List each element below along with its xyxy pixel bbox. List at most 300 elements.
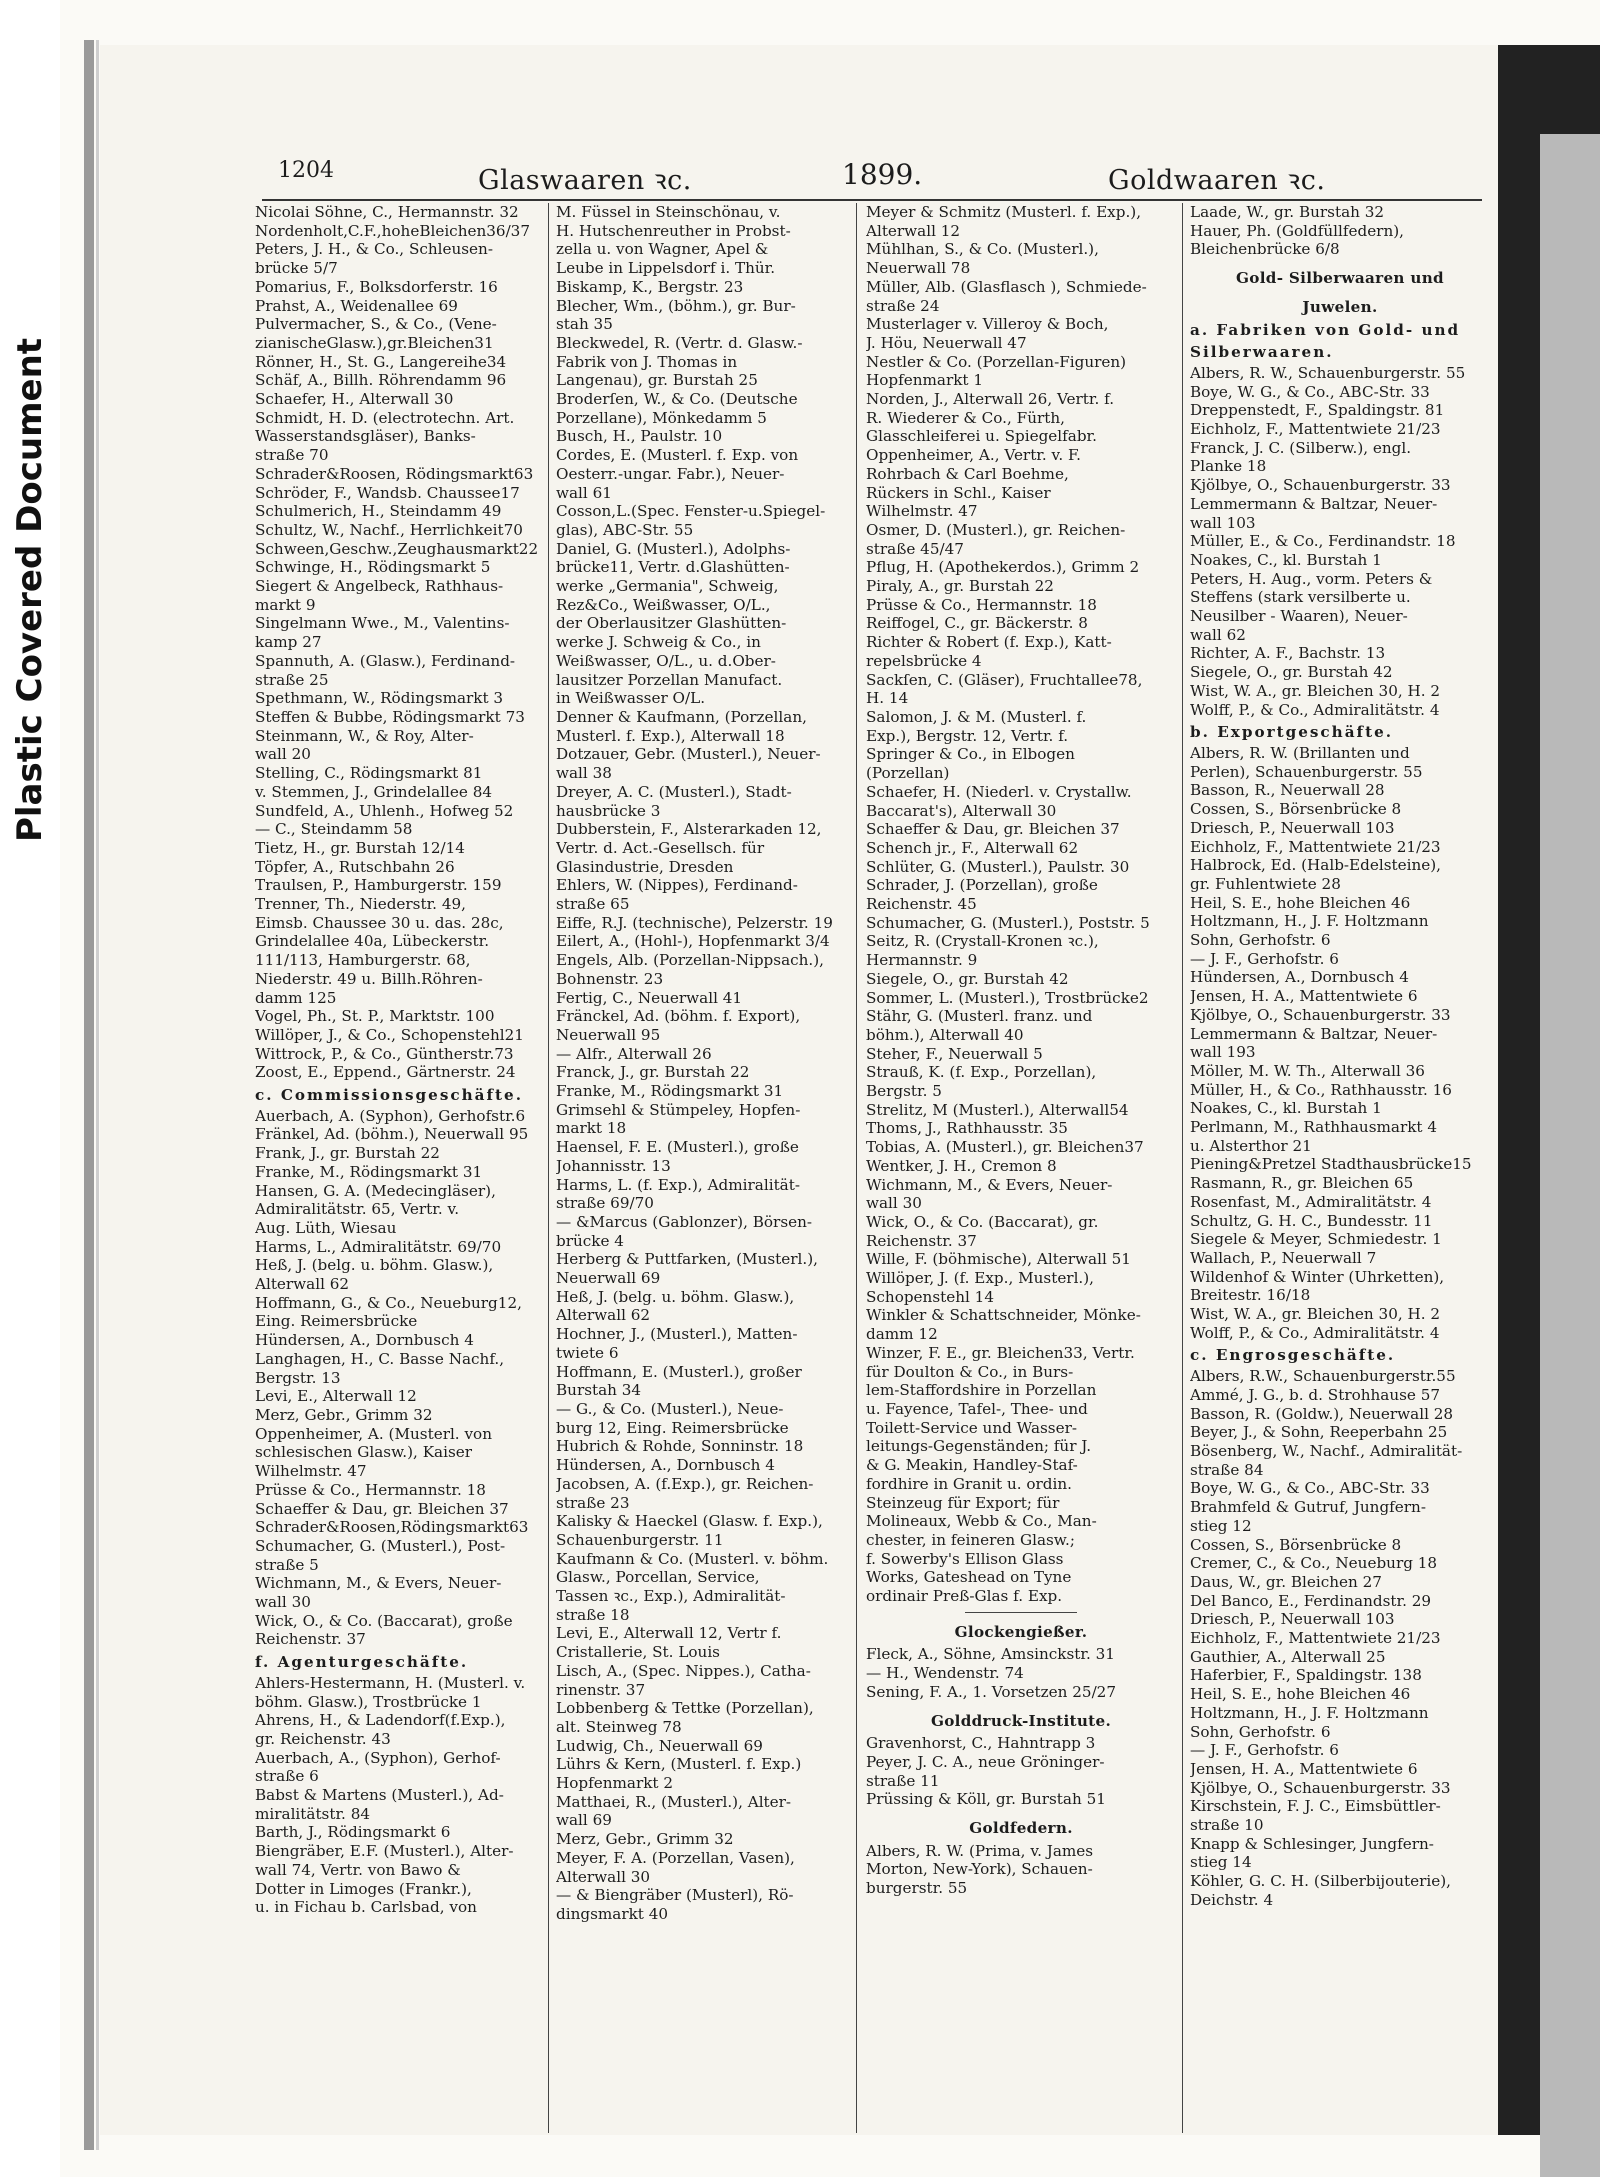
entry-continuation: H. Hutschenreuther in Probst-	[556, 221, 791, 240]
directory-entry: Heil, S. E., hohe Bleichen 46	[1190, 1685, 1411, 1704]
header-right-title: Goldwaaren ⁠ꝛc.	[1108, 165, 1326, 196]
entry-continuation: damm 125	[255, 988, 337, 1007]
directory-entry: Töpfer, A., Rutschbahn 26	[255, 857, 455, 876]
directory-entry: Sundfeld, A., Uhlenh., Hofweg 52	[255, 801, 514, 820]
entry-continuation: Rückers in Schl., Kaiser	[866, 483, 1051, 502]
directory-entry: Müller, E., & Co., Ferdinandstr. 18	[1190, 532, 1456, 551]
directory-entry: Nicolai Söhne, C., Hermannstr. 32	[255, 203, 519, 221]
directory-entry: Steffen & Bubbe, Rödingsmarkt 73	[255, 707, 525, 726]
entry-continuation: Steinzeug für Export; für	[866, 1493, 1060, 1512]
directory-entry: Harms, L., Admiralitätstr. 69/70	[255, 1237, 502, 1256]
directory-entry: Stähr, G. (Musterl. franz. und	[866, 1007, 1093, 1026]
directory-entry: — &Marcus (Gablonzer), Börsen-	[556, 1212, 813, 1231]
entry-continuation: twiete 6	[556, 1343, 619, 1362]
directory-entry: Dreppenstedt, F., Spaldingstr. 81	[1190, 401, 1445, 420]
entry-continuation: Musterl. f. Exp.), Alterwall 18	[556, 726, 785, 745]
directory-entry: Matthaei, R., (Musterl.), Alter-	[556, 1792, 792, 1811]
directory-entry: Fränkel, Ad. (böhm.), Neuerwall 95	[255, 1125, 529, 1144]
entry-continuation: Admiralitätstr. 65, Vertr. v.	[255, 1200, 460, 1219]
section-heading: Juwelen.	[1302, 297, 1378, 316]
directory-entry: Albers, R. W. (Brillanten und	[1190, 743, 1410, 762]
directory-entry: Eichholz, F., Mattentwiete 21/23	[1190, 837, 1441, 856]
directory-entry: Eilert, A., (Hohl-), Hopfenmarkt 3/4	[556, 932, 830, 951]
directory-entry: Noakes, C., kl. Burstah 1	[1190, 1099, 1382, 1118]
directory-entry: Schween,Geschw.,Zeughausmarkt22	[255, 539, 539, 558]
directory-entry: Jensen, H. A., Mattentwiete 6	[1190, 987, 1418, 1006]
entry-continuation: markt 9	[255, 595, 316, 614]
directory-entry: Wist, W. A., gr. Bleichen 30, H. 2	[1190, 681, 1441, 700]
directory-entry: Spethmann, W., Rödingsmarkt 3	[255, 689, 504, 708]
entry-continuation: brücke11, Vertr. d.Glashütten-	[556, 558, 790, 577]
directory-entry: Schultz, W., Nachf., Herrlichkeit70	[255, 520, 523, 539]
entry-continuation: straße 70	[255, 446, 329, 465]
directory-entry: — H., Wendenstr. 74	[866, 1664, 1024, 1683]
directory-entry: Boye, W. G., & Co., ABC-Str. 33	[1190, 382, 1430, 401]
entry-continuation: 111/113, Hamburgerstr. 68,	[255, 951, 471, 970]
entry-continuation: Rez&Co., Weißwasser, O/L.,	[556, 595, 771, 614]
directory-entry: Möller, M. W. Th., Alterwall 36	[1190, 1061, 1425, 1080]
directory-entry: Piraly, A., gr. Burstah 22	[866, 577, 1054, 596]
directory-entry: Siegele & Meyer, Schmiedestr. 1	[1190, 1230, 1442, 1249]
subsection-heading: b. Exportgeschäfte.	[1190, 723, 1394, 742]
directory-entry: Herberg & Puttfarken, (Musterl.),	[556, 1250, 818, 1269]
entry-continuation: Schauenburgerstr. 11	[556, 1530, 724, 1549]
directory-entry: Hündersen, A., Dornbusch 4	[255, 1331, 474, 1350]
directory-entry: Piening&Pretzel Stadthausbrücke15	[1190, 1155, 1472, 1174]
section-heading: Gold- Silberwaaren und	[1236, 269, 1444, 288]
directory-entry: Schrader&Roosen, Rödingsmarkt63	[255, 464, 534, 483]
directory-entry: Ehlers, W. (Nippes), Ferdinand-	[556, 876, 798, 895]
entry-continuation: Eimsb. Chaussee 30 u. das. 28c,	[255, 913, 504, 932]
directory-entry: Driesch, P., Neuerwall 103	[1190, 818, 1395, 837]
directory-entry: Fleck, A., Söhne, Amsinckstr. 31	[866, 1645, 1115, 1664]
scanner-background-gray	[1540, 134, 1600, 2177]
directory-entry: Vogel, Ph., St. P., Marktstr. 100	[255, 1007, 495, 1026]
directory-entry: Tobias, A. (Musterl.), gr. Bleichen37	[866, 1138, 1144, 1157]
entry-continuation: & G. Meakin, Handley-Staf-	[866, 1456, 1078, 1475]
entry-continuation: Neuerwall 95	[556, 1025, 661, 1044]
directory-entry: Jensen, H. A., Mattentwiete 6	[1190, 1759, 1418, 1778]
entry-continuation: Morton, New-York), Schauen-	[866, 1860, 1093, 1879]
side-label	[0, 0, 60, 2177]
entry-continuation: J. Höu, Neuerwall 47	[866, 333, 1027, 352]
directory-entry: Pulvermacher, S., & Co., (Vene-	[255, 315, 497, 334]
directory-entry: Cossen, S., Börsenbrücke 8	[1190, 1535, 1402, 1554]
column-divider	[1182, 203, 1183, 2133]
directory-entry: Traulsen, P., Hamburgerstr. 159	[255, 876, 502, 895]
directory-entry: Wildenhof & Winter (Uhrketten),	[1190, 1267, 1445, 1286]
directory-entry: Levi, E., Alterwall 12	[255, 1387, 417, 1406]
directory-entry: Schrader&Roosen,Rödingsmarkt63	[255, 1518, 529, 1537]
entry-continuation: Dotter in Limoges (Frankr.),	[255, 1879, 472, 1898]
entry-continuation: Sohn, Gerhofstr. 6	[1190, 1722, 1331, 1741]
directory-entry: Sening, F. A., 1. Vorsetzen 25/27	[866, 1682, 1117, 1701]
directory-entry: Heß, J. (belg. u. böhm. Glasw.),	[255, 1256, 494, 1275]
subsection-heading: a. Fabriken von Gold- und	[1190, 320, 1461, 339]
directory-entry: Richter & Robert (f. Exp.), Katt-	[866, 633, 1112, 652]
directory-entry: Stelling, C., Rödingsmarkt 81	[255, 764, 483, 783]
entry-continuation: wall 20	[255, 745, 311, 764]
entry-continuation: fordhire in Granit u. ordin.	[866, 1474, 1072, 1493]
directory-entry: — C., Steindamm 58	[255, 820, 413, 839]
directory-entry: Schaefer, H. (Niederl. v. Crystallw.	[866, 782, 1132, 801]
directory-entry: Franke, M., Rödingsmarkt 31	[255, 1162, 483, 1181]
entry-continuation: hausbrücke 3	[556, 801, 661, 820]
directory-entry: — G., & Co. (Musterl.), Neue-	[556, 1400, 784, 1418]
entry-continuation: Reichenstr. 45	[866, 895, 977, 914]
entry-continuation: straße 5	[255, 1555, 319, 1574]
entry-continuation: straße 69/70	[556, 1194, 654, 1213]
directory-entry: Singelmann Wwe., M., Valentins-	[255, 614, 510, 633]
directory-entry: Schaeffer & Dau, gr. Bleichen 37	[255, 1499, 509, 1518]
entry-continuation: ordinair Preß-Glas f. Exp.	[866, 1587, 1063, 1606]
directory-entry: Peters, J. H., & Co., Schleusen-	[255, 240, 493, 259]
entry-continuation: wall 74, Vertr. von Bawo &	[255, 1860, 461, 1879]
directory-entry: Dubberstein, F., Alsterarkaden 12,	[556, 820, 822, 839]
entry-continuation: wall 61	[556, 483, 612, 502]
directory-entry: Busch, H., Paulstr. 10	[556, 427, 723, 446]
directory-entry: Broderſen, W., & Co. (Deutsche	[556, 390, 798, 409]
directory-entry: Hansen, G. A. (Medecingläser),	[255, 1181, 496, 1200]
entry-continuation: schlesischen Glasw.), Kaiser	[255, 1443, 472, 1462]
subsection-heading: Silberwaaren.	[1190, 343, 1334, 362]
directory-entry: Albers, R.W., Schauenburgerstr.55	[1190, 1367, 1456, 1386]
directory-entry: Peyer, J. C. A., neue Gröninger-	[866, 1752, 1105, 1771]
directory-entry: Thoms, J., Rathhausstr. 35	[866, 1119, 1068, 1138]
directory-entry: Schultz, G. H. C., Bundesstr. 11	[1190, 1211, 1433, 1230]
entry-continuation: lem-Staffordshire in Porzellan	[866, 1381, 1097, 1400]
directory-entry: Wallach, P., Neuerwall 7	[1190, 1248, 1377, 1267]
directory-entry: Bleckwedel, R. (Vertr. d. Glasw.-	[556, 333, 803, 352]
directory-entry: Gauthier, A., Alterwall 25	[1190, 1647, 1386, 1666]
entry-continuation: Langenau), gr. Burstah 25	[556, 371, 758, 390]
entry-continuation: straße 45/47	[866, 539, 964, 558]
directory-entry: Strauß, K. (f. Exp., Porzellan),	[866, 1063, 1097, 1082]
entry-continuation: Glasindustrie, Dresden	[556, 857, 734, 876]
directory-entry: Schench jr., F., Alterwall 62	[866, 838, 1079, 857]
directory-entry: Eichholz, F., Mattentwiete 21/23	[1190, 1629, 1441, 1648]
entry-continuation: stah 35	[556, 315, 613, 334]
entry-continuation: Neusilber - Waaren), Neuer-	[1190, 607, 1408, 626]
directory-entry: Kjölbye, O., Schauenburgerstr. 33	[1190, 1778, 1451, 1797]
directory-entry: Franck, J. C. (Silberw.), engl.	[1190, 438, 1412, 457]
entry-continuation: Alterwall 62	[556, 1306, 651, 1325]
directory-entry: Steher, F., Neuerwall 5	[866, 1044, 1043, 1063]
directory-entry: Willöper, J. (f. Exp., Musterl.),	[866, 1269, 1095, 1288]
entry-continuation: wall 193	[1190, 1043, 1256, 1062]
entry-continuation: Sohn, Gerhofstr. 6	[1190, 931, 1331, 950]
entry-continuation: gr. Reichenstr. 43	[255, 1729, 391, 1748]
directory-entry: Langhagen, H., C. Basse Nachf.,	[255, 1349, 505, 1368]
directory-entry: Heil, S. E., hohe Bleichen 46	[1190, 893, 1411, 912]
directory-entry: Hauer, Ph. (Goldfüllfedern),	[1190, 221, 1404, 240]
directory-entry: Halbrock, Ed. (Halb-Edelsteine),	[1190, 856, 1441, 875]
directory-entry: Müller, Alb. (Glasflasch ), Schmiede-	[866, 277, 1147, 296]
directory-entry: Beyer, J., & Sohn, Reeperbahn 25	[1190, 1423, 1448, 1442]
entry-continuation: markt 18	[556, 1119, 627, 1138]
directory-entry: Boye, W. G., & Co., ABC-Str. 33	[1190, 1479, 1430, 1498]
directory-entry: Ahlers-Hestermann, H. (Musterl. v.	[255, 1673, 526, 1692]
directory-entry: Barth, J., Rödingsmarkt 6	[255, 1823, 451, 1842]
directory-entry: Oppenheimer, A. (Musterl. von	[255, 1424, 492, 1443]
directory-entry: Knapp & Schlesinger, Jungfern-	[1190, 1834, 1434, 1853]
directory-entry: Winzer, F. E., gr. Bleichen33, Vertr.	[866, 1343, 1135, 1362]
entry-continuation: Hopfenmarkt 2	[556, 1774, 674, 1793]
directory-column-2	[556, 203, 846, 1924]
directory-entry: Heß, J. (belg. u. böhm. Glasw.),	[556, 1287, 795, 1306]
entry-continuation: in Weißwasser O/L.	[556, 689, 706, 708]
entry-continuation: Glasschleiferei u. Spiegelfabr.	[866, 427, 1097, 446]
directory-entry: Cordes, E. (Musterl. f. Exp. von	[556, 446, 799, 465]
entry-continuation: M. Füssel in Steinschönau, v.	[556, 203, 781, 221]
directory-entry: Sommer, L. (Musterl.), Trostbrücke2	[866, 988, 1149, 1007]
entry-continuation: Toilett-Service und Wasser-	[866, 1418, 1077, 1437]
directory-entry: Ludwig, Ch., Neuerwall 69	[556, 1736, 763, 1755]
directory-entry: Kjölbye, O., Schauenburgerstr. 33	[1190, 476, 1451, 495]
directory-entry: Auerbach, A., (Syphon), Gerhof-	[255, 1748, 501, 1767]
entry-continuation: Wasserstandsgläser), Banks-	[255, 427, 476, 446]
page-edge-shadow	[84, 40, 94, 2150]
directory-entry: Reiffogel, C., gr. Bäckerstr. 8	[866, 614, 1088, 633]
directory-entry: Schaeffer & Dau, gr. Bleichen 37	[866, 820, 1120, 839]
section-heading: Glockengießer.	[954, 1622, 1088, 1641]
directory-entry: Lemmermann & Baltzar, Neuer-	[1190, 1024, 1438, 1043]
directory-entry: Siegele, O., gr. Burstah 42	[1190, 663, 1393, 682]
entry-continuation: für Doulton & Co., in Burs-	[866, 1362, 1074, 1381]
entry-continuation: brücke 5/7	[255, 259, 338, 278]
entry-continuation: Breitestr. 16/18	[1190, 1286, 1311, 1305]
entry-continuation: chester, in feineren Glasw.;	[866, 1530, 1075, 1549]
header-rule	[262, 199, 1482, 201]
entry-continuation: Steffens (stark versilberte u.	[1190, 588, 1411, 607]
directory-entry: Prahst, A., Weidenallee 69	[255, 296, 458, 315]
entry-continuation: glas), ABC-Str. 55	[556, 520, 694, 539]
entry-continuation: Cristallerie, St. Louis	[556, 1643, 720, 1662]
directory-entry: Wick, O., & Co. (Baccarat), große	[255, 1611, 513, 1630]
entry-continuation: Alterwall 62	[255, 1275, 350, 1294]
directory-entry: Prüssing & Köll, gr. Burstah 51	[866, 1790, 1106, 1809]
directory-entry: Babst & Martens (Musterl.), Ad-	[255, 1786, 504, 1805]
directory-entry: Peters, H. Aug., vorm. Peters &	[1190, 569, 1433, 588]
entry-continuation: miralitätstr. 84	[255, 1804, 371, 1823]
directory-entry: Mühlhan, S., & Co. (Musterl.),	[866, 240, 1099, 259]
directory-entry: Ammé, J. G., b. d. Strohhause 57	[1190, 1385, 1441, 1404]
directory-entry: Fertig, C., Neuerwall 41	[556, 988, 743, 1007]
directory-entry: Musterlager v. Villeroy & Boch,	[866, 315, 1109, 334]
directory-entry: Perlmann, M., Rathhausmarkt 4	[1190, 1118, 1437, 1137]
directory-entry: Daniel, G. (Musterl.), Adolphs-	[556, 539, 791, 558]
entry-continuation: wall 69	[556, 1811, 612, 1830]
directory-entry: Schwinge, H., Rödingsmarkt 5	[255, 558, 491, 577]
directory-entry: Hochner, J., (Musterl.), Matten-	[556, 1325, 798, 1344]
entry-continuation: böhm.), Alterwall 40	[866, 1025, 1024, 1044]
directory-entry: Brahmfeld & Gutruf, Jungfern-	[1190, 1498, 1426, 1517]
entry-continuation: Neuerwall 78	[866, 259, 971, 278]
directory-entry: Franke, M., Rödingsmarkt 31	[556, 1082, 784, 1101]
entry-continuation: kamp 27	[255, 633, 322, 652]
entry-continuation: wall 30	[866, 1194, 922, 1213]
entry-continuation: Grindelallee 40a, Lübeckerstr.	[255, 932, 490, 951]
entry-continuation: werke „Germania", Schweig,	[556, 577, 779, 596]
directory-entry: Siegert & Angelbeck, Rathhaus-	[255, 577, 504, 596]
side-label-text: Plastic Covered Document	[10, 337, 50, 843]
directory-entry: Hoffmann, G., & Co., Neueburg12,	[255, 1293, 522, 1312]
directory-entry: Franck, J., gr. Burstah 22	[556, 1063, 750, 1082]
directory-entry: Daus, W., gr. Bleichen 27	[1190, 1572, 1382, 1591]
entry-continuation: straße 18	[556, 1605, 630, 1624]
directory-entry: Wichmann, M., & Evers, Neuer-	[255, 1574, 502, 1593]
directory-entry: Hubrich & Rohde, Sonninstr. 18	[556, 1437, 804, 1456]
directory-entry: Biengräber, E.F. (Musterl.), Alter-	[255, 1842, 514, 1861]
entry-continuation: Bleichenbrücke 6/8	[1190, 240, 1340, 259]
directory-entry: Hoffmann, E. (Musterl.), großer	[556, 1362, 802, 1381]
entry-continuation: straße 23	[556, 1493, 630, 1512]
directory-entry: Harms, L. (f. Exp.), Admiralität-	[556, 1175, 800, 1194]
directory-entry: Ahrens, H., & Ladendorf(f.Exp.),	[255, 1711, 506, 1730]
entry-continuation: Rohrbach & Carl Boehme,	[866, 464, 1069, 483]
directory-entry: Prüsse & Co., Hermannstr. 18	[255, 1480, 486, 1499]
entry-continuation: wall 30	[255, 1593, 311, 1612]
entry-continuation: Burstah 34	[556, 1381, 642, 1400]
directory-entry: Noakes, C., kl. Burstah 1	[1190, 550, 1382, 569]
directory-entry: Spannuth, A. (Glasw.), Ferdinand-	[255, 651, 516, 670]
directory-entry: Wille, F. (böhmische), Alterwall 51	[866, 1250, 1131, 1269]
directory-entry: Laade, W., gr. Burstah 32	[1190, 203, 1385, 221]
directory-entry: Strelitz, M (Musterl.), Alterwall54	[866, 1100, 1129, 1119]
directory-entry: Dotzauer, Gebr. (Musterl.), Neuer-	[556, 745, 821, 764]
entry-continuation: straße 6	[255, 1767, 319, 1786]
entry-continuation: Neuerwall 69	[556, 1269, 661, 1288]
directory-entry: Schäf, A., Billh. Röhrendamm 96	[255, 371, 507, 390]
directory-entry: Rasmann, R., gr. Bleichen 65	[1190, 1174, 1414, 1193]
directory-column-4	[1190, 203, 1490, 1910]
entry-continuation: R. Wiederer & Co., Fürth,	[866, 408, 1065, 427]
entry-continuation: Vertr. d. Act.-Gesellsch. für	[556, 838, 765, 857]
entry-continuation: dingsmarkt 40	[556, 1904, 669, 1923]
entry-continuation: Alterwall 30	[556, 1867, 651, 1886]
entry-continuation: burgerstr. 55	[866, 1879, 968, 1898]
directory-entry: Pomarius, F., Bolksdorferstr. 16	[255, 277, 498, 296]
entry-continuation: Porzellane), Mönkedamm 5	[556, 408, 767, 427]
directory-entry: Eiffe, R.J. (technische), Pelzerstr. 19	[556, 913, 833, 932]
entry-continuation: Bohnenstr. 23	[556, 969, 664, 988]
directory-entry: Del Banco, E., Ferdinandstr. 29	[1190, 1591, 1432, 1610]
directory-entry: Zoost, E., Eppend., Gärtnerstr. 24	[255, 1063, 516, 1082]
directory-entry: Blecher, Wm., (böhm.), gr. Bur-	[556, 296, 796, 315]
directory-entry: Schumacher, G. (Musterl.), Post-	[255, 1536, 506, 1555]
directory-entry: Schmidt, H. D. (electrotechn. Art.	[255, 408, 515, 427]
entry-continuation: u. Fayence, Tafel-, Thee- und	[866, 1400, 1088, 1418]
page-number: 1204	[278, 158, 334, 183]
entry-continuation: Springer & Co., in Elbogen	[866, 745, 1075, 764]
entry-continuation: wall 38	[556, 764, 612, 783]
directory-entry: Oppenheimer, A., Vertr. v. F.	[866, 446, 1081, 465]
entry-continuation: wall 62	[1190, 625, 1246, 644]
directory-entry: Lemmermann & Baltzar, Neuer-	[1190, 494, 1438, 513]
entry-continuation: f. Sowerby's Ellison Glass	[866, 1549, 1064, 1568]
entry-continuation: Niederstr. 49 u. Billh.Röhren-	[255, 969, 483, 988]
directory-entry: Merz, Gebr., Grimm 32	[255, 1406, 433, 1424]
entry-continuation: Bergstr. 13	[255, 1368, 341, 1387]
directory-entry: v. Stemmen, J., Grindelallee 84	[255, 782, 493, 801]
entry-continuation: Glasw., Porcellan, Service,	[556, 1568, 760, 1587]
directory-entry: Schulmerich, H., Steindamm 49	[255, 502, 502, 521]
entry-continuation: böhm. Glasw.), Trostbrücke 1	[255, 1692, 482, 1711]
entry-continuation: werke J. Schweig & Co., in	[556, 633, 761, 652]
entry-continuation: Fabrik von J. Thomas in	[556, 352, 738, 371]
directory-entry: Rönner, H., St. G., Langereihe34	[255, 352, 507, 371]
entry-continuation: Hermannstr. 9	[866, 951, 978, 970]
entry-continuation: alt. Steinweg 78	[556, 1717, 682, 1736]
entry-continuation: Baccarat's), Alterwall 30	[866, 801, 1057, 820]
entry-continuation: stieg 14	[1190, 1853, 1252, 1872]
entry-continuation: Schopenstehl 14	[866, 1287, 995, 1306]
subsection-heading: c. Engrosgeschäfte.	[1190, 1346, 1396, 1365]
directory-entry: Wentker, J. H., Cremon 8	[866, 1156, 1057, 1175]
entry-continuation: H. 14	[866, 689, 909, 708]
directory-entry: Wolff, P., & Co., Admiralitätstr. 4	[1190, 700, 1440, 719]
entry-continuation: Works, Gateshead on Tyne	[866, 1568, 1072, 1587]
directory-entry: Fränckel, Ad. (böhm. f. Export),	[556, 1007, 801, 1026]
directory-entry: Siegele, O., gr. Burstah 42	[866, 969, 1069, 988]
directory-entry: Schlüter, G. (Musterl.), Paulstr. 30	[866, 857, 1130, 876]
entry-continuation: u. Alsterthor 21	[1190, 1136, 1312, 1155]
directory-entry: Gravenhorst, C., Hahntrapp 3	[866, 1734, 1096, 1753]
directory-entry: Driesch, P., Neuerwall 103	[1190, 1610, 1395, 1629]
directory-entry: Biskamp, K., Bergstr. 23	[556, 277, 744, 296]
directory-entry: Kaufmann & Co. (Musterl. v. böhm.	[556, 1549, 829, 1568]
directory-entry: — Alfr., Alterwall 26	[556, 1044, 712, 1063]
directory-entry: Meyer & Schmitz (Musterl. f. Exp.),	[866, 203, 1142, 221]
directory-entry: Cremer, C., & Co., Neueburg 18	[1190, 1554, 1438, 1573]
entry-continuation: Eing. Reimersbrücke	[255, 1312, 418, 1331]
entry-continuation: Bergstr. 5	[866, 1082, 942, 1101]
entry-continuation: (Porzellan)	[866, 764, 950, 783]
directory-entry: Cosson,L.(Spec. Fenster-u.Spiegel-	[556, 502, 826, 521]
directory-entry: Wolff, P., & Co., Admiralitätstr. 4	[1190, 1323, 1440, 1342]
directory-entry: Prüsse & Co., Hermannstr. 18	[866, 595, 1097, 614]
entry-continuation: der Oberlausitzer Glashütten-	[556, 614, 787, 633]
directory-entry: Basson, R., Neuerwall 28	[1190, 781, 1385, 800]
entry-continuation: straße 11	[866, 1771, 940, 1790]
directory-entry: Albers, R. W., Schauenburgerstr. 55	[1190, 363, 1466, 382]
directory-entry: Cossen, S., Börsenbrücke 8	[1190, 800, 1402, 819]
directory-entry: Meyer, F. A. (Porzellan, Vasen),	[556, 1848, 795, 1867]
entry-continuation: straße 25	[255, 670, 329, 689]
section-heading: Golddruck-Institute.	[930, 1711, 1112, 1730]
directory-entry: Pflug, H. (Apothekerdos.), Grimm 2	[866, 558, 1140, 577]
directory-column-3	[866, 203, 1176, 1898]
entry-continuation: Reichenstr. 37	[866, 1231, 977, 1250]
directory-entry: Dreyer, A. C. (Musterl.), Stadt-	[556, 782, 792, 801]
directory-entry: Levi, E., Alterwall 12, Vertr f.	[556, 1624, 782, 1643]
directory-entry: Seitz, R. (Crystall-Kronen ꝛc.),	[866, 932, 1099, 951]
directory-entry: Grimsehl & Stümpeley, Hopfen-	[556, 1100, 801, 1119]
directory-entry: Sackſen, C. (Gläser), Fruchtallee78,	[866, 670, 1143, 689]
directory-entry: Winkler & Schattschneider, Mönke-	[866, 1306, 1141, 1325]
directory-entry: Nordenholt,C.F.,hoheBleichen36/37	[255, 221, 531, 240]
entry-continuation: brücke 4	[556, 1231, 624, 1250]
entry-continuation: Alterwall 12	[866, 221, 961, 240]
directory-entry: Steinmann, W., & Roy, Alter-	[255, 726, 474, 745]
entry-continuation: Exp.), Bergstr. 12, Vertr. f.	[866, 726, 1069, 745]
directory-entry: Kirschstein, F. J. C., Eimsbüttler-	[1190, 1797, 1441, 1816]
directory-entry: Holtzmann, H., J. F. Holtzmann	[1190, 912, 1429, 931]
column-divider	[548, 203, 549, 2133]
directory-entry: Nestler & Co. (Porzellan-Figuren)	[866, 352, 1127, 371]
directory-entry: Kalisky & Haeckel (Glasw. f. Exp.),	[556, 1512, 823, 1531]
directory-entry: Hündersen, A., Dornbusch 4	[1190, 968, 1409, 987]
